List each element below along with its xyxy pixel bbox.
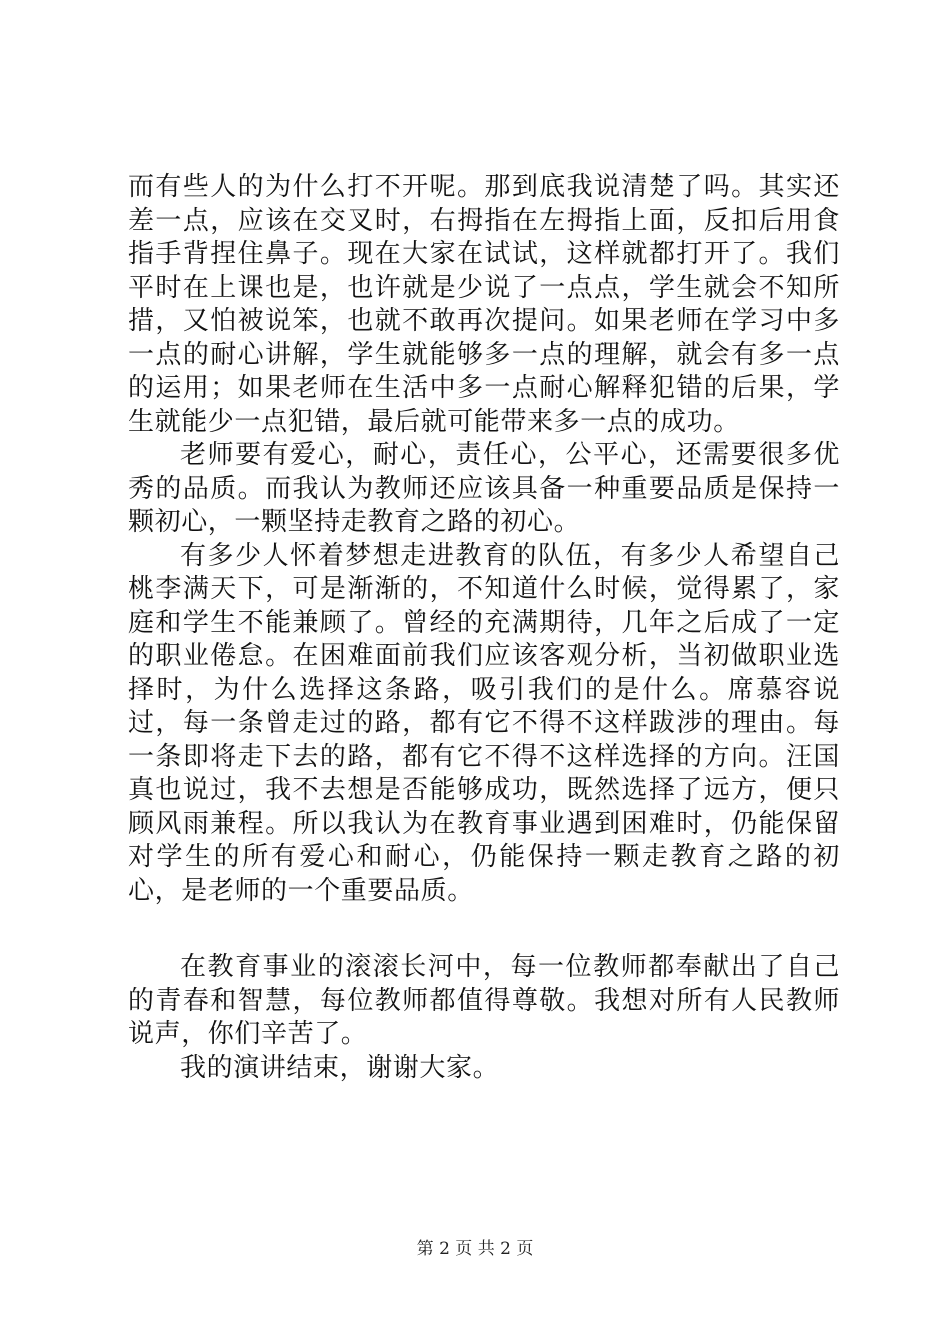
paragraph-1: 而有些人的为什么打不开呢。那到底我说清楚了吗。其实还差一点，应该在交叉时，右拇指在左拇指上面，反扣后用食指手背捏住鼻子。现在大家在试试，这样就都打开了。我们平时在上课也是，也许就是少说了一点点，学生就会不知所措，又怕被说笨，也就不敢再次提问。如果老师在学习中多一点的耐心讲解，学生就能够多一点的理解，就会有多一点的运用；如果老师在生活中多一点耐心解释犯错的后果，学生就能少一点犯错，最后就可能带来多一点的成功。 (128, 172, 840, 437)
paragraph-2: 老师要有爱心，耐心，责任心，公平心，还需要很多优秀的品质。而我认为教师还应该具备一种重要品质是保持一颗初心，一颗坚持走教育之路的初心。 (128, 440, 840, 537)
page-footer: 第 2 页 共 2 页 (416, 1239, 534, 1259)
paragraph-gap (128, 908, 840, 951)
paragraph-5: 我的演讲结束，谢谢大家。 (180, 1052, 500, 1083)
document-body (128, 171, 840, 1085)
paragraph-4: 在教育事业的滚滚长河中，每一位教师都奉献出了自己的青春和智慧，每位教师都值得尊敬。我想对所有人民教师说声，你们辛苦了。 (128, 952, 840, 1049)
paragraph-3: 有多少人怀着梦想走进教育的队伍，有多少人希望自己桃李满天下，可是渐渐的，不知道什么时候，觉得累了，家庭和学生不能兼顾了。曾经的充满期待，几年之后成了一定的职业倦怠。在困难面前我们应该客观分析，当初做职业选择时，为什么选择这条路，吸引我们的是什么。席慕容说过，每一条曾走过的路，都有它不得不这样跋涉的理由。每一条即将走下去的路，都有它不得不这样选择的方向。汪国真也说过，我不去想是否能够成功，既然选择了远方，便只顾风雨兼程。所以我认为在教育事业遇到困难时，仍能保留对学生的所有爱心和耐心，仍能保持一颗走教育之路的初心，是老师的一个重要品质。 (128, 540, 840, 906)
